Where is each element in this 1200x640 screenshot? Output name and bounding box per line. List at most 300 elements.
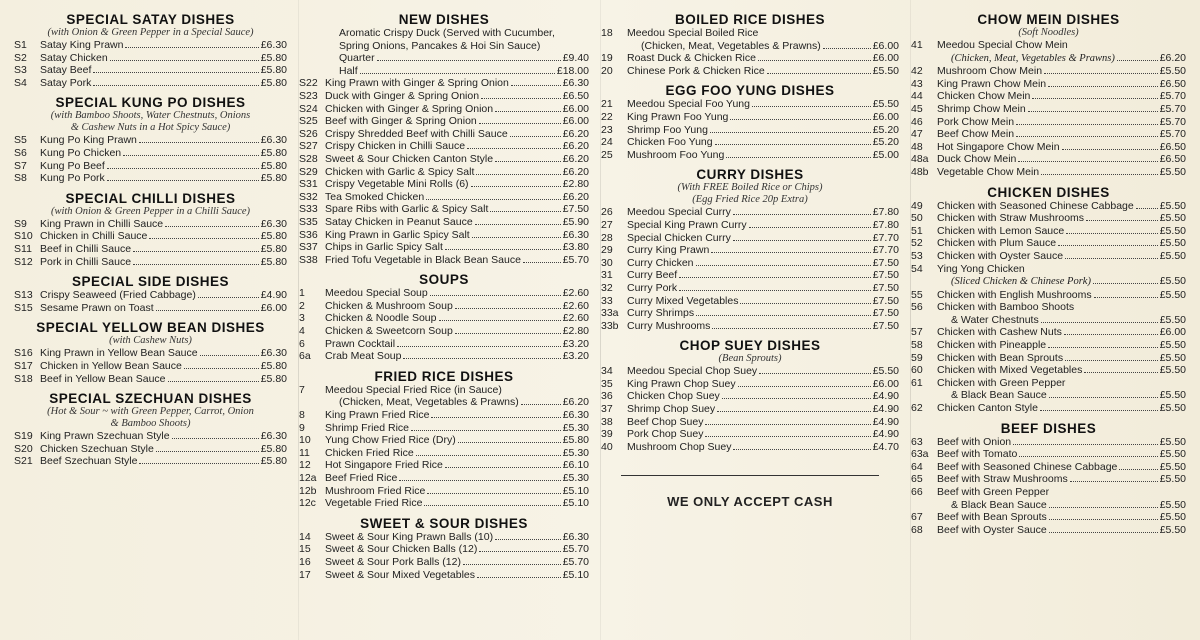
item-price: £5.80	[260, 172, 287, 185]
item-number: S11	[14, 242, 32, 255]
item-name: Chicken with Garlic & Spicy Salt	[325, 165, 475, 178]
item-name: Chicken with Seasoned Chinese Cabbage	[937, 199, 1134, 212]
item-number: 27	[601, 218, 613, 231]
menu-item	[601, 206, 899, 219]
item-number: S6	[14, 146, 27, 159]
item-name: Curry Mixed Vegetables	[627, 294, 739, 307]
item-number: 31	[601, 269, 613, 282]
item-number: 63	[911, 435, 923, 448]
menu-item	[911, 166, 1186, 179]
menu-section-special-yellow-bean-dishes	[14, 320, 287, 385]
menu-item	[911, 116, 1186, 129]
dot-leader	[475, 224, 561, 225]
item-number: 41	[911, 39, 923, 51]
item-price: £7.50	[872, 269, 899, 282]
item-number: 48b	[911, 165, 929, 178]
item-name: Satay Beef	[40, 64, 92, 77]
item-number: 47	[911, 128, 923, 141]
menu-item	[299, 229, 589, 242]
item-price: £6.00	[872, 110, 899, 123]
item-price: £7.50	[562, 203, 589, 216]
menu-item	[299, 409, 589, 422]
dot-leader	[1013, 444, 1158, 445]
menu-item	[14, 52, 287, 65]
dot-leader	[156, 310, 259, 311]
item-name: Meedou Special Chow Mein	[937, 39, 1068, 51]
item-price: £6.20	[562, 165, 589, 178]
item-name: Beef Chop Suey	[627, 415, 704, 428]
item-number: S27	[299, 140, 318, 153]
menu-section-special-side-dishes	[14, 274, 287, 314]
dot-leader	[1019, 456, 1157, 457]
dot-leader	[416, 455, 561, 456]
item-name: Chicken with Pineapple	[937, 339, 1047, 352]
dot-leader	[110, 60, 259, 61]
item-number: 14	[299, 530, 311, 543]
item-number: 39	[601, 428, 613, 441]
dot-leader	[472, 237, 561, 238]
item-price: £5.50	[1159, 249, 1186, 262]
dot-leader	[758, 60, 871, 61]
item-number: 61	[911, 376, 923, 389]
item-price: £6.30	[260, 430, 287, 443]
item-name: Special Chicken Curry	[627, 231, 731, 244]
item-number: S7	[14, 159, 27, 172]
menu-item	[299, 191, 589, 204]
dot-leader	[1048, 347, 1158, 348]
cash-only-notice: WE ONLY ACCEPT CASH	[667, 494, 833, 510]
menu-item	[299, 350, 589, 363]
menu-item	[601, 52, 899, 65]
dot-leader	[1136, 208, 1158, 209]
section-subtitle: (Hot & Sour ~ with Green Pepper, Carrot, Onion	[47, 406, 254, 418]
section-title: CURRY DISHES	[696, 167, 804, 183]
item-price: £5.30	[562, 446, 589, 459]
menu-item	[601, 269, 899, 282]
item-number: S37	[299, 241, 318, 254]
item-name: Chicken with English Mushrooms	[937, 288, 1092, 301]
item-name: Curry Mushrooms	[627, 319, 711, 332]
item-name: Curry Pork	[627, 281, 678, 294]
item-price: £4.90	[260, 289, 287, 302]
menu-item	[911, 212, 1186, 225]
dot-leader	[411, 430, 561, 431]
dot-leader	[139, 463, 258, 464]
menu-item	[299, 497, 589, 510]
menu-section-chicken-dishes	[911, 185, 1186, 415]
menu-item	[14, 256, 287, 269]
item-number: 1	[299, 287, 305, 300]
item-number: 51	[911, 224, 923, 237]
item-name: Crispy Seaweed (Fried Cabbage)	[40, 289, 196, 302]
item-number: 23	[601, 123, 613, 136]
dot-leader	[495, 539, 561, 540]
dot-leader	[705, 436, 870, 437]
item-price: £6.00	[1159, 326, 1186, 339]
menu-item	[911, 263, 1186, 276]
dot-leader	[738, 386, 871, 387]
item-number: 36	[601, 390, 613, 403]
menu-item	[299, 241, 589, 254]
section-subtitle: (Egg Fried Rice 20p Extra)	[692, 194, 808, 206]
dot-leader	[1094, 297, 1158, 298]
item-number: 53	[911, 249, 923, 262]
item-name: Special King Prawn Curry	[627, 218, 747, 231]
item-price: £7.80	[872, 218, 899, 231]
item-name: (Chicken, Meat, Vegetables & Prawns)	[951, 52, 1115, 64]
item-number: S21	[14, 455, 33, 468]
item-name: Kung Po Beef	[40, 159, 105, 172]
section-title: FRIED RICE DISHES	[374, 368, 514, 384]
menu-item	[299, 140, 589, 153]
item-number: 57	[911, 326, 923, 339]
item-price: £5.10	[562, 484, 589, 497]
item-number: 65	[911, 473, 923, 486]
item-number: 4	[299, 325, 305, 338]
dot-leader	[1064, 334, 1158, 335]
item-price: £2.80	[562, 178, 589, 191]
menu-item	[911, 473, 1186, 486]
item-name: Chicken in Yellow Bean Sauce	[40, 359, 182, 372]
menu-column-4	[905, 10, 1192, 640]
item-number: 12a	[299, 472, 317, 484]
item-number: S16	[14, 347, 33, 360]
item-price: £3.80	[562, 241, 589, 254]
dot-leader	[463, 564, 561, 565]
item-number: 59	[911, 351, 923, 364]
item-name: Crab Meat Soup	[325, 350, 402, 363]
item-price: £5.80	[260, 146, 287, 159]
item-price: £4.90	[872, 403, 899, 416]
item-name: Mushroom Chop Suey	[627, 440, 732, 453]
item-number: 25	[601, 148, 613, 161]
section-title: CHOP SUEY DISHES	[679, 338, 821, 354]
dot-leader	[198, 297, 259, 298]
item-price: £5.50	[1159, 498, 1186, 511]
item-name: Chicken & Mushroom Soup	[325, 299, 453, 312]
menu-item	[299, 531, 589, 544]
item-number: 44	[911, 90, 923, 103]
item-price: £6.00	[562, 115, 589, 128]
item-price: £7.80	[872, 206, 899, 219]
menu-item	[299, 90, 589, 103]
dot-leader	[495, 161, 561, 162]
item-number: S28	[299, 152, 318, 165]
item-number: S4	[14, 76, 27, 89]
item-name: Curry Shrimps	[627, 307, 695, 320]
item-name: King Prawn in Yellow Bean Sauce	[40, 347, 198, 360]
dot-leader	[1032, 98, 1157, 99]
dot-leader	[479, 123, 561, 124]
dot-leader	[711, 252, 870, 253]
dot-leader	[733, 449, 870, 450]
item-number: S15	[14, 301, 33, 314]
item-name: Mushroom Chow Mein	[937, 65, 1043, 78]
dot-leader	[759, 373, 871, 374]
item-price: £5.80	[260, 230, 287, 243]
dot-leader	[1066, 233, 1157, 234]
menu-item	[911, 65, 1186, 78]
item-price: £6.20	[562, 396, 589, 409]
section-subtitle: (Soft Noodles)	[1018, 27, 1079, 38]
dot-leader	[726, 157, 870, 158]
item-name: Chicken & Sweetcorn Soup	[325, 325, 453, 338]
item-name: Shrimp Foo Yung	[627, 123, 708, 136]
item-price: £5.50	[1159, 199, 1186, 212]
dot-leader	[1040, 410, 1158, 411]
item-name: Shrimp Fried Rice	[325, 421, 410, 434]
item-price: £6.30	[260, 134, 287, 147]
dot-leader	[403, 358, 560, 359]
dot-leader	[717, 411, 871, 412]
item-name: Beef with Straw Mushrooms	[937, 473, 1068, 486]
item-name: Quarter	[339, 52, 375, 65]
dot-leader	[523, 262, 561, 263]
item-name: Sweet & Sour Mixed Vegetables	[325, 568, 476, 581]
dot-leader	[1041, 322, 1158, 323]
item-price: £4.90	[872, 428, 899, 441]
menu-item	[14, 230, 287, 243]
dot-leader	[107, 168, 259, 169]
menu-item	[911, 511, 1186, 524]
item-number: 68	[911, 523, 923, 536]
dot-leader	[1049, 397, 1158, 398]
item-name: Chicken Chop Suey	[627, 390, 720, 403]
dot-leader	[1093, 283, 1158, 284]
item-price: £2.60	[562, 287, 589, 300]
item-number: S38	[299, 253, 318, 266]
item-number: 58	[911, 339, 923, 352]
section-title: SPECIAL KUNG PO DISHES	[55, 95, 246, 111]
item-name: Chicken with Mixed Vegetables	[937, 364, 1083, 377]
item-name: King Prawn Foo Yung	[627, 110, 729, 123]
item-name: Chicken with Ginger & Spring Onion	[325, 102, 494, 115]
item-number: S26	[299, 127, 318, 140]
item-price: £5.80	[260, 159, 287, 172]
item-price: £5.70	[1159, 115, 1186, 128]
item-name: Satay Chicken	[40, 51, 108, 64]
item-name: Beef Fried Rice	[325, 472, 398, 484]
item-number: S24	[299, 102, 318, 115]
menu-item	[14, 134, 287, 147]
menu-item	[299, 434, 589, 447]
item-name: Beef with Oyster Sauce	[937, 523, 1047, 536]
dot-leader	[133, 264, 259, 265]
item-name: Chicken Chow Mein	[937, 90, 1031, 103]
menu-item	[601, 390, 899, 403]
item-name: Beef in Chilli Sauce	[40, 242, 132, 255]
item-number: 6a	[299, 350, 311, 363]
item-price: £5.50	[1159, 165, 1186, 178]
item-price: £6.00	[562, 102, 589, 115]
item-name: Sweet & Sour Chicken Balls (12)	[325, 543, 478, 556]
item-name: Vegetable Chow Mein	[937, 165, 1040, 178]
item-number: S31	[299, 178, 318, 191]
item-price: £7.50	[872, 256, 899, 269]
item-number: 48	[911, 140, 923, 153]
item-number: 20	[601, 64, 613, 77]
dot-leader	[1049, 507, 1158, 508]
menu-item	[911, 326, 1186, 339]
menu-item	[911, 39, 1186, 52]
item-price: £6.10	[562, 459, 589, 472]
item-price: £5.30	[562, 472, 589, 484]
item-name: & Black Bean Sauce	[951, 498, 1047, 511]
menu-item	[14, 147, 287, 160]
item-price: £5.80	[260, 442, 287, 455]
menu-item	[911, 364, 1186, 377]
item-name: King Prawn Szechuan Style	[40, 430, 170, 443]
menu-item	[299, 216, 589, 229]
dot-leader	[139, 142, 259, 143]
dot-leader	[467, 148, 561, 149]
menu-item	[601, 365, 899, 378]
item-price: £5.70	[1159, 102, 1186, 115]
item-name: Ying Yong Chicken	[937, 262, 1025, 275]
dot-leader	[397, 346, 561, 347]
item-name: King Prawn Chow Mein	[937, 77, 1047, 90]
menu-item	[299, 447, 589, 460]
menu-section-soups	[299, 272, 589, 363]
dot-leader	[424, 505, 560, 506]
item-number: 34	[601, 365, 613, 378]
dot-leader	[752, 106, 871, 107]
dot-leader	[458, 442, 561, 443]
dot-leader	[749, 227, 871, 228]
item-name: Crispy Chicken in Chilli Sauce	[325, 140, 466, 153]
menu-item	[601, 428, 899, 441]
item-number: 42	[911, 65, 923, 78]
menu-item	[299, 52, 589, 65]
item-number: 28	[601, 231, 613, 244]
item-price: £7.50	[872, 319, 899, 332]
item-number: 32	[601, 281, 613, 294]
item-price: £5.80	[260, 455, 287, 468]
item-number: 26	[601, 206, 613, 219]
dot-leader	[471, 186, 561, 187]
item-number: 64	[911, 460, 923, 473]
item-number: 12	[299, 459, 311, 472]
item-number: 66	[911, 486, 923, 498]
menu-item	[14, 160, 287, 173]
item-number: 7	[299, 383, 305, 396]
item-name: Chicken in Chilli Sauce	[40, 230, 148, 243]
section-title: SPECIAL SATAY DISHES	[66, 12, 235, 27]
item-price: £5.00	[872, 148, 899, 161]
dot-leader	[710, 132, 871, 133]
item-name: Spring Onions, Pancakes & Hoi Sin Sauce)	[339, 39, 541, 52]
menu-item	[14, 302, 287, 315]
item-price: £5.70	[562, 543, 589, 556]
item-number: 30	[601, 256, 613, 269]
menu-item	[299, 422, 589, 435]
item-price: £5.80	[562, 434, 589, 447]
menu-item	[299, 153, 589, 166]
item-price: £5.50	[1159, 402, 1186, 415]
item-name: Beef with Tomato	[937, 448, 1018, 461]
item-number: 35	[601, 377, 613, 390]
item-number: S17	[14, 359, 33, 372]
item-name: Mushroom Foo Yung	[627, 148, 725, 161]
dot-leader	[93, 85, 258, 86]
dot-leader	[1062, 149, 1158, 150]
menu-item	[299, 115, 589, 128]
item-name: Pork Chow Mein	[937, 115, 1015, 128]
item-number: 63a	[911, 448, 929, 461]
item-price: £5.50	[1159, 473, 1186, 486]
item-number: 46	[911, 115, 923, 128]
section-subtitle: (with Onion & Green Pepper in a Special Sauce)	[47, 27, 254, 38]
dot-leader	[679, 277, 871, 278]
dot-leader	[168, 381, 259, 382]
item-number: S20	[14, 442, 33, 455]
item-number: 55	[911, 288, 923, 301]
dot-leader	[1058, 245, 1158, 246]
menu-item	[911, 90, 1186, 103]
item-price: £5.80	[260, 242, 287, 255]
dot-leader	[430, 295, 561, 296]
item-number: 6	[299, 337, 305, 350]
item-number: 45	[911, 102, 923, 115]
item-name: Chicken Szechuan Style	[40, 442, 154, 455]
item-name: Beef Szechuan Style	[40, 455, 138, 468]
item-price: £5.50	[1159, 65, 1186, 78]
menu-item	[14, 218, 287, 231]
item-name: Beef with Onion	[937, 435, 1012, 448]
dot-leader	[1016, 124, 1158, 125]
menu-item	[299, 27, 589, 40]
item-price: £6.30	[260, 347, 287, 360]
dot-leader	[125, 47, 258, 48]
item-number: S22	[299, 77, 318, 90]
menu-section-chow-mein-dishes	[911, 12, 1186, 179]
item-price: £5.80	[260, 51, 287, 64]
dot-leader	[1070, 481, 1158, 482]
item-name: Chicken with Straw Mushrooms	[937, 212, 1085, 225]
item-name: Spare Ribs with Garlic & Spicy Salt	[325, 203, 489, 216]
item-name: Chicken & Noodle Soup	[325, 312, 437, 325]
item-price: £3.20	[562, 337, 589, 350]
item-price: £5.50	[1159, 460, 1186, 473]
item-number: 60	[911, 364, 923, 377]
menu-item	[299, 77, 589, 90]
item-name: Hot Singapore Fried Rice	[325, 459, 443, 472]
menu-item	[601, 149, 899, 162]
menu-item	[299, 338, 589, 351]
dot-leader	[427, 493, 560, 494]
item-number: 8	[299, 409, 305, 422]
section-title: BEEF DISHES	[1000, 420, 1097, 436]
menu-item	[911, 153, 1186, 166]
item-price: £6.20	[562, 190, 589, 203]
menu-item	[911, 275, 1186, 289]
item-name: Beef in Yellow Bean Sauce	[40, 372, 166, 385]
item-number: S35	[299, 215, 318, 228]
item-name: Hot Singapore Chow Mein	[937, 140, 1060, 153]
item-name: Meedou Special Foo Yung	[627, 98, 750, 111]
menu-section-beef-dishes	[911, 421, 1186, 537]
menu-item	[601, 111, 899, 124]
item-name: Satay Pork	[40, 76, 92, 89]
item-price: £5.50	[1159, 212, 1186, 225]
menu-item	[601, 232, 899, 245]
item-price: £2.60	[562, 312, 589, 325]
dot-leader	[445, 467, 561, 468]
menu-item	[601, 295, 899, 308]
item-price: £5.50	[1159, 339, 1186, 352]
item-name: Mushroom Fried Rice	[325, 484, 426, 497]
item-price: £6.30	[562, 228, 589, 241]
